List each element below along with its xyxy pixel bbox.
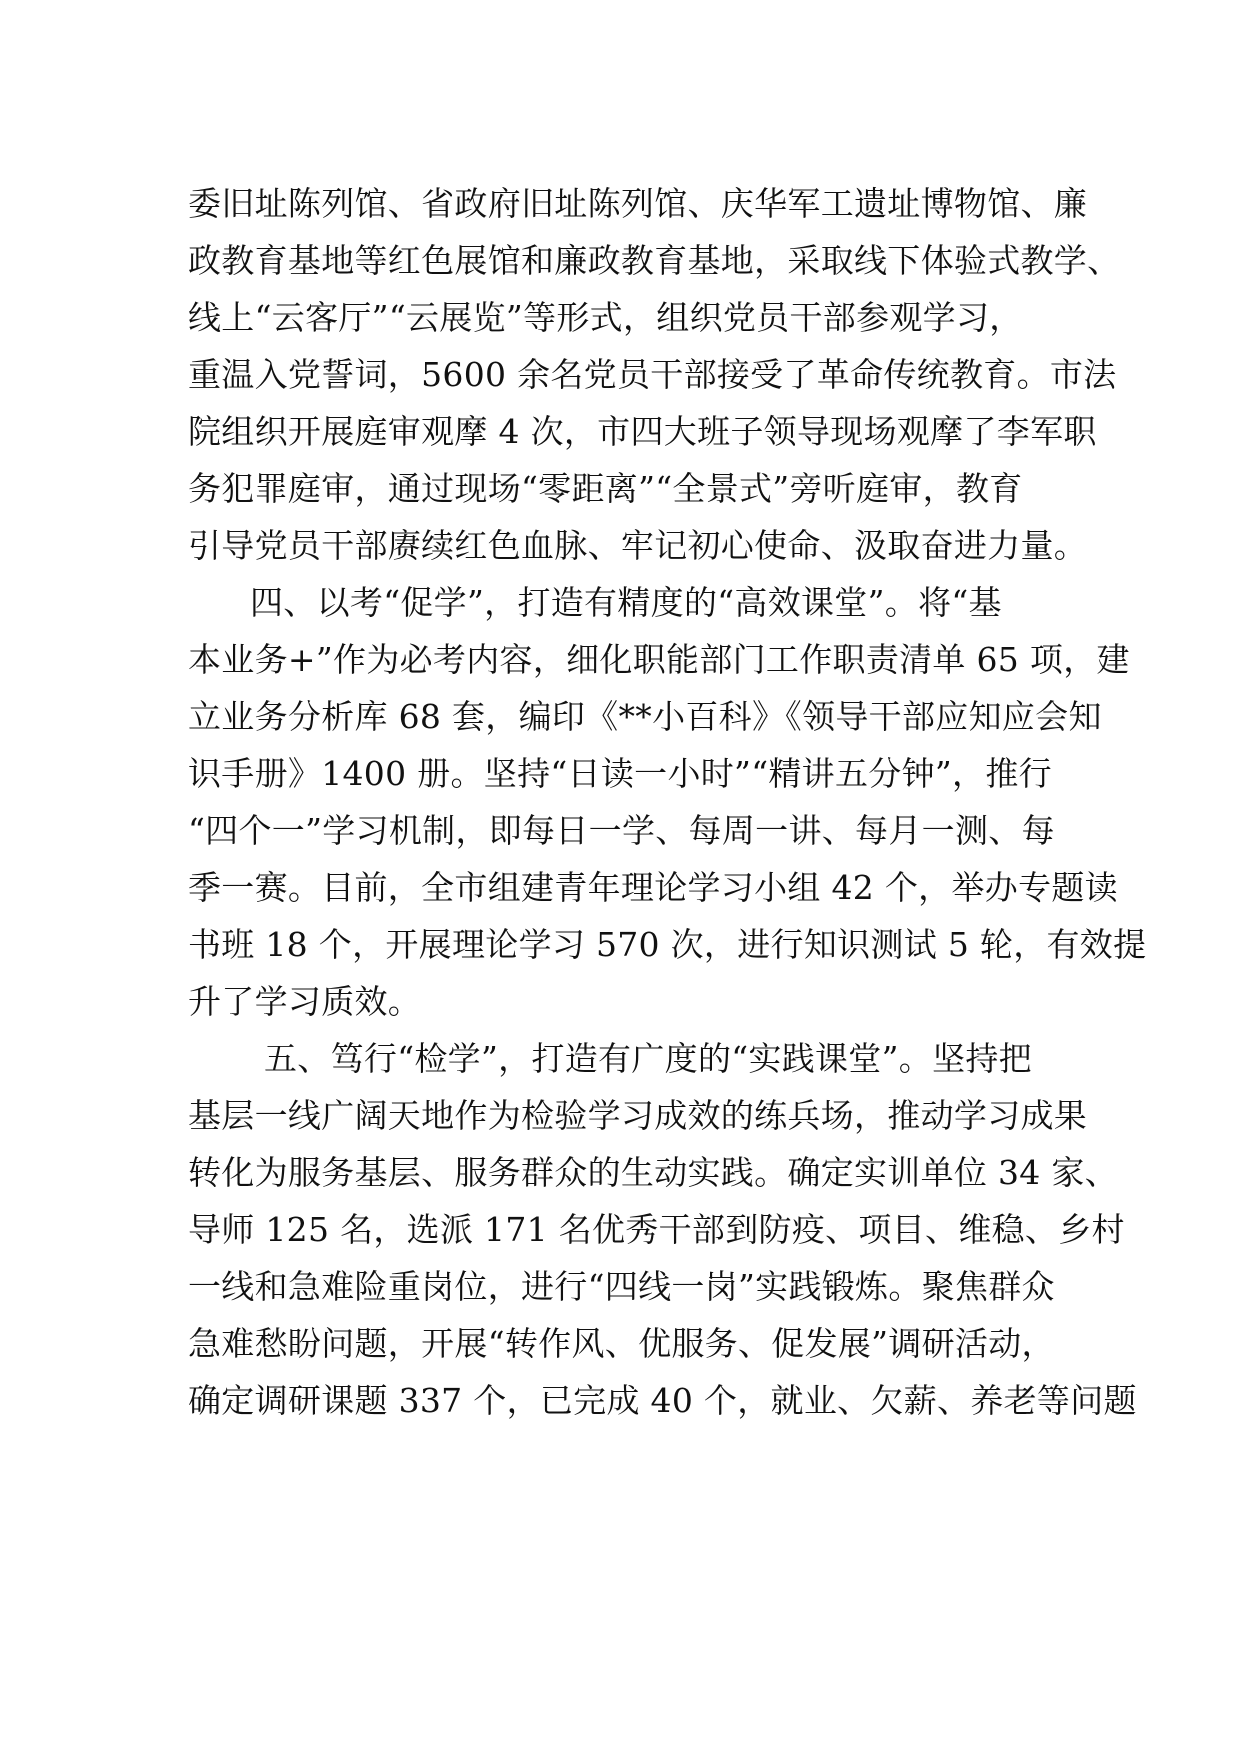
text-line: 转化为服务基层、服务群众的生动实践。确定实训单位 34 家、 [188, 1153, 1118, 1192]
text-line: 务犯罪庭审，通过现场“零距离”“全景式”旁听庭审，教育 [188, 469, 1023, 508]
text-line: 升了学习质效。 [188, 982, 422, 1021]
text-line: 急难愁盼问题，开展“转作风、优服务、促发展”调研活动， [188, 1324, 1055, 1363]
text-line: 基层一线广阔天地作为检验学习成效的练兵场，推动学习成果 [188, 1096, 1088, 1135]
text-line: 书班 18 个，开展理论学习 570 次，进行知识测试 5 轮，有效提 [188, 925, 1147, 964]
text-line: 确定调研课题 337 个，已完成 40 个，就业、欠薪、养老等问题 [188, 1381, 1137, 1420]
text-line: 识手册》1400 册。坚持“日读一小时”“精讲五分钟”，推行 [188, 754, 1052, 793]
text-line: “四个一”学习机制，即每日一学、每周一讲、每月一测、每 [188, 811, 1055, 850]
text-line: 一线和急难险重岗位，进行“四线一岗”实践锻炼。聚焦群众 [188, 1267, 1055, 1306]
text-line: 季一赛。目前，全市组建青年理论学习小组 42 个，举办专题读 [188, 868, 1118, 907]
text-line: 引导党员干部赓续红色血脉、牢记初心使命、汲取奋进力量。 [188, 526, 1088, 565]
text-line: 政教育基地等红色展馆和廉政教育基地，采取线下体验式教学、 [188, 241, 1121, 280]
text-line: 本业务+”作为必考内容，细化职能部门工作职责清单 65 项，建 [188, 640, 1130, 679]
section-heading-line: 四、以考“促学”，打造有精度的“高效课堂”。将“基 [250, 583, 1002, 622]
text-line: 院组织开展庭审观摩 4 次，市四大班子领导现场观摩了李军职 [188, 412, 1097, 451]
text-line: 立业务分析库 68 套，编印《**小百科》《领导干部应知应会知 [188, 697, 1102, 736]
text-line: 委旧址陈列馆、省政府旧址陈列馆、庆华军工遗址博物馆、廉 [188, 184, 1088, 223]
text-line: 导师 125 名，选派 171 名优秀干部到防疫、项目、维稳、乡村 [188, 1210, 1125, 1249]
text-line: 线上“云客厅”“云展览”等形式，组织党员干部参观学习， [188, 298, 1023, 337]
text-line: 重温入党誓词，5600 余名党员干部接受了革命传统教育。市法 [188, 355, 1117, 394]
section-heading-line: 五、笃行“检学”，打造有广度的“实践课堂”。坚持把 [264, 1039, 1032, 1078]
